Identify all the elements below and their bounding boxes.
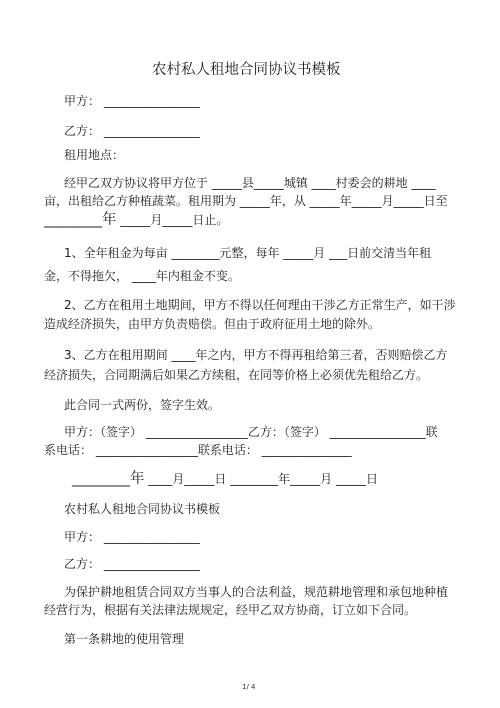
party-a-line: 甲方： ________________ (64, 94, 200, 108)
page-number: 1/ 4 (242, 683, 256, 691)
date-rest: ____月_____日 ________年_____月 _____日 (148, 472, 378, 486)
section2-party-b: 乙方： ________________ (64, 557, 200, 571)
date-year: ________年 (72, 471, 145, 487)
section2-party-a: 甲方： ________________ (64, 530, 200, 544)
section2-title: 农村私人租地合同协议书模板 (64, 502, 221, 516)
para1-line2: 亩，出租给乙方种植蔬菜。租用期为 _____年，从 _____年_____月_____日至 (44, 194, 448, 208)
clause2-line2: 造成经济损失，由甲方负责赔偿。但由于政府征用土地的除外。 (44, 317, 381, 331)
document-title: 农村私人租地合同协议书模板 (152, 62, 341, 78)
date-line (72, 472, 378, 486)
clause3-line1: 3、乙方在租用期间 ____年之内，甲方不得再租给第三者，否则赔偿乙方 (64, 348, 448, 362)
para1-line1: 经甲乙双方协议将甲方位于 _____县_____城镇 ____村委会的耕地 ____ (64, 176, 436, 190)
clause1-line2: 金，不得拖欠， ____年内租金不变。 (44, 269, 240, 283)
location-label: 租用地点： (64, 148, 125, 162)
clause1-line1: 1、全年租金为每亩 ________元整，每年 _____月 ___日前交清当年租 (64, 246, 432, 260)
article1-heading: 第一条耕地的使用管理 (64, 632, 185, 646)
clause2-line1: 2、乙方在租用土地期间，甲方不得以任何理由干涉乙方正常生产，如干涉 (64, 298, 456, 312)
intro-line1: 为保护耕地租赁合同双方当事人的合法利益，规范耕地管理和承包地种植 (64, 585, 449, 599)
intro-line2: 经营行为，根据有关法律法规规定，经甲乙双方协商，订立如下合同。 (44, 603, 417, 617)
signature-line2: 系电话： _________________联系电话： _______________ (44, 443, 352, 457)
party-b-line: 乙方： ________________ (64, 124, 200, 138)
para1-date-rest: _____月_____日止。 (120, 213, 229, 227)
para1-line3 (44, 213, 228, 227)
signature-line1: 甲方：（签字） _________________乙方：（签字） ________________联 (64, 425, 438, 439)
copies-line: 此合同一式两份，签字生效。 (64, 398, 221, 412)
clause3-line2: 经济损失，合同期满后如果乙方续租，在同等价格上必须优先租给乙方。 (44, 368, 429, 382)
para1-year: ________年 (44, 212, 117, 228)
